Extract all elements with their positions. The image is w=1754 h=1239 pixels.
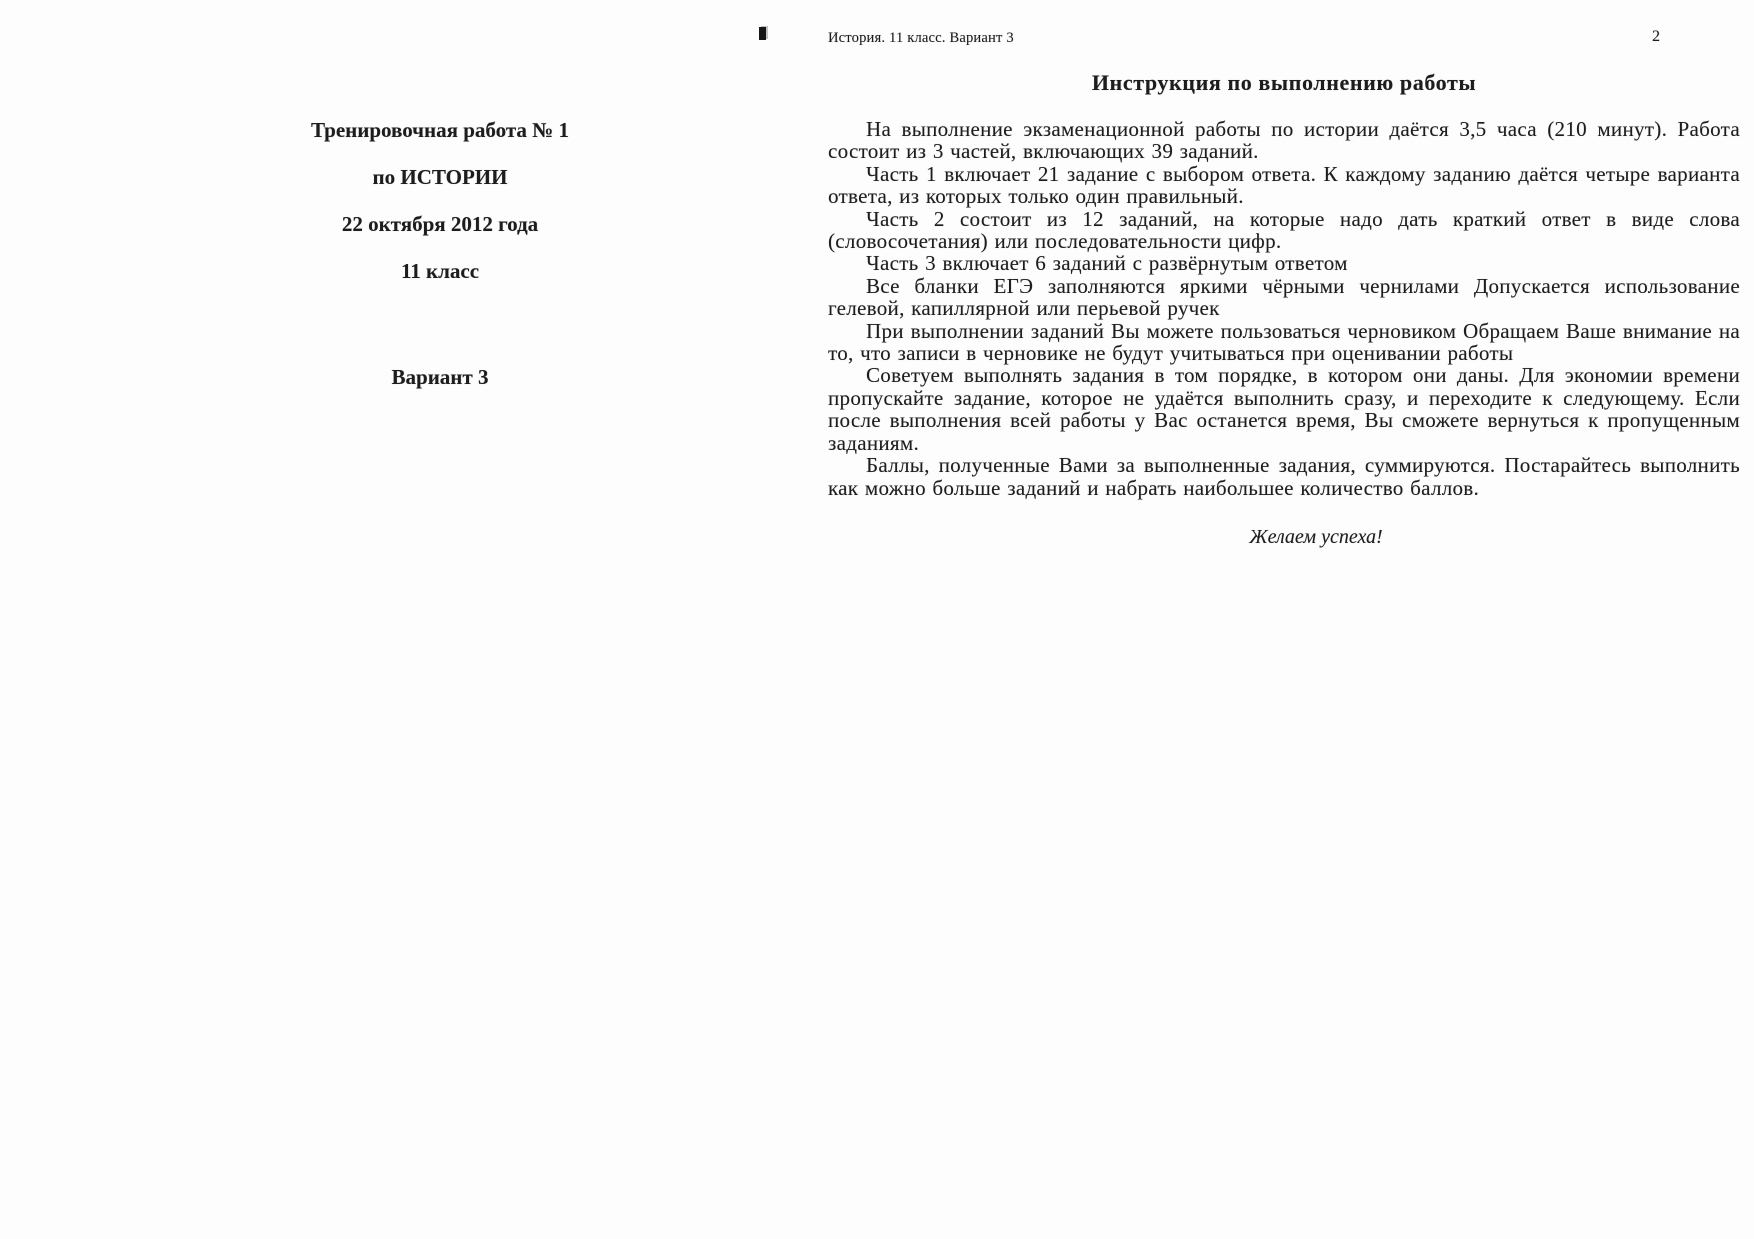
running-header: История. 11 класс. Вариант 3	[828, 30, 1014, 46]
instruction-paragraph: На выполнение экзаменационной работы по истории даётся 3,5 часа (210 минут). Работа состоит из 3 частей, включающих 39 заданий.	[828, 117, 1740, 164]
closing-wish: Желаем успеха!	[1249, 525, 1383, 548]
work-subject: по ИСТОРИИ	[372, 165, 508, 189]
instruction-paragraph: При выполнении заданий Вы можете пользоваться черновиком Обращаем Ваше внимание на то, что записи в черновике не будут учитываться при оценивании работы	[828, 318, 1740, 366]
right-page	[828, 70, 1740, 549]
ink-speck	[759, 27, 766, 40]
instruction-paragraph: Часть 2 состоит из 12 заданий, на которые надо дать краткий ответ в виде слова (словосочетания) или последовательности цифр.	[828, 206, 1740, 254]
instruction-paragraph: Часть 3 включает 6 заданий с развёрнутым ответом	[866, 251, 1348, 276]
instruction-paragraph: Часть 1 включает 21 задание с выбором ответа. К каждому заданию даётся четыре варианта ответа, из которых только один правильный.	[828, 161, 1740, 209]
page-number: 2	[1652, 28, 1660, 45]
work-grade: 11 класс	[400, 259, 480, 283]
work-title: Тренировочная работа № 1	[310, 118, 570, 142]
instructions-title: Инструкция по выполнению работы	[1091, 70, 1477, 95]
instruction-paragraph: Все бланки ЕГЭ заполняются яркими чёрными чернилами Допускается использование гелевой, капиллярной или перьевой ручек	[828, 273, 1740, 321]
instruction-paragraph: Советуем выполнять задания в том порядке, в котором они даны. Для экономии времени пропускайте задание, которое не удаётся выполнить сразу, и переходите к следующему. Если после выполнения всей работы у Вас останется время, Вы сможете вернуться к пропущенным заданиям.	[828, 363, 1740, 455]
work-date: 22 октября 2012 года	[341, 212, 539, 236]
instruction-paragraph: Баллы, полученные Вами за выполненные задания, суммируются. Постарайтесь выполнить как можно больше заданий и набрать наибольшее количество баллов.	[828, 453, 1740, 500]
left-page-title-block	[150, 118, 730, 412]
variant-label: Вариант 3	[391, 365, 489, 389]
